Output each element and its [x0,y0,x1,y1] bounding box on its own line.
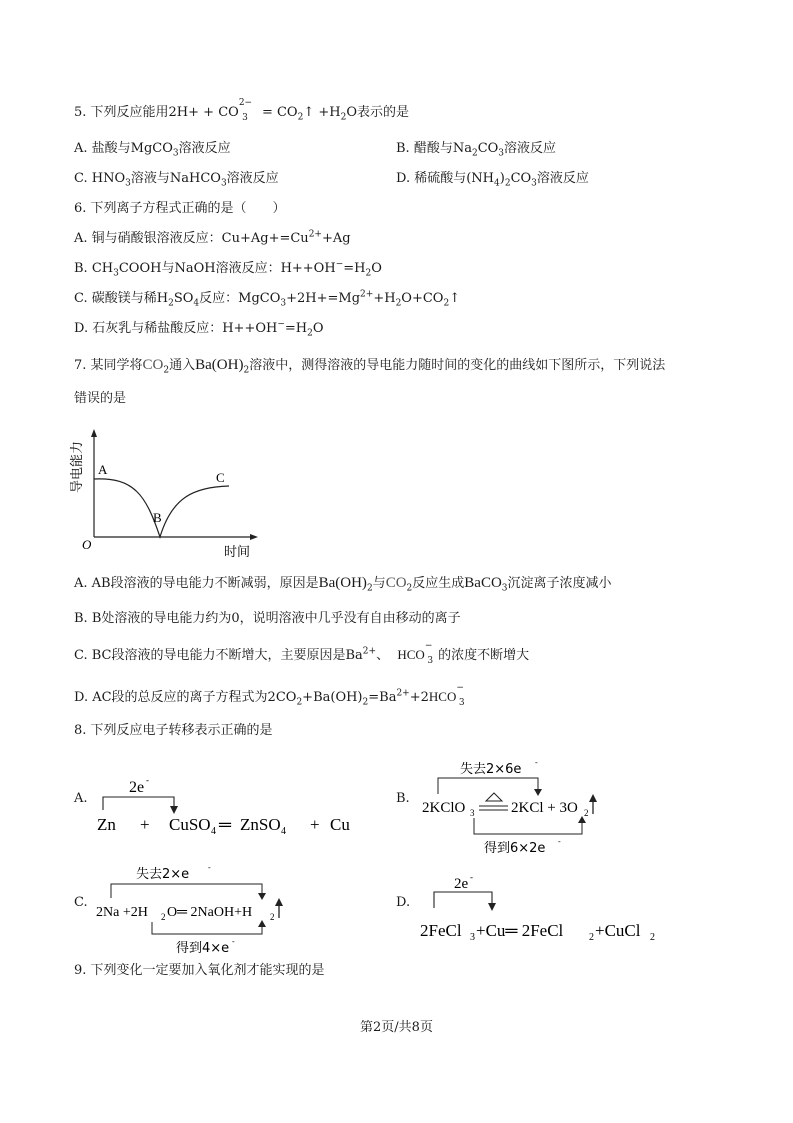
eq-cuso4-sub: 4 [211,826,216,837]
q8-option-a-label: A. [74,791,88,806]
gain-arrow [152,922,262,934]
eq-right: 2KCl + 3O [511,800,578,816]
eq: 2FeCl [420,921,462,940]
x-axis-arrow [250,534,258,540]
q7-option-c: C. BC段溶液的导电能力不断增大，主要原因是$Ba^{2+}$、 $HCO^-_3$ 的浓度不断增大 [74,640,530,666]
q5-option-c: C. $HNO_3$溶液与NaHCO$_3$溶液反应 [74,171,279,189]
q6-option-b: B. $CH_3COOH$与NaOH溶液反应：$H++OH^-=H_2O$ [74,259,382,279]
point-a-label: A [98,462,108,477]
lose-arrow-head [258,893,266,900]
q7-option-d: D. AC段的总反应的离子方程式为$2CO_2+Ba(OH)_2=Ba^{2+}+2HCO^-_3$ [74,682,465,708]
page-footer: 第2页/共8页 [360,1020,433,1035]
eq-equals: ═ [219,815,232,834]
y-axis-arrow [91,429,97,437]
eq-zn: Zn [97,815,116,834]
eq-right-sub: 2 [584,808,589,818]
lose-arrow [438,778,538,794]
conductivity-graph [64,425,264,565]
q6-option-a: A. 铜与硝酸银溶液反应：$Cu+Ag+=Cu^{2+}+Ag$ [74,229,351,246]
gain-label: 得到4×e [176,941,230,956]
electron-label: 2e [454,876,469,892]
q7-stem: 7. 某同学将$CO_2$通入$Ba(OH)_2$溶液中，测得溶液的导电能力随时间的变化的曲线如下图所示，下列说法 [74,357,666,376]
eq-znso4-sub: 4 [281,826,286,837]
eq-plus: + [140,815,150,834]
q5-stem: 5. 下列反应能用$2H+ + CO^{2-}_3$ = $CO_2↑ +H_2O$表示的是 [74,97,409,123]
q8-stem: 8. 下列反应电子转移表示正确的是 [74,723,273,738]
y-axis-label: 导电能力 [70,440,85,493]
electron-arrow [103,797,174,810]
electron-sup: - [146,775,149,785]
gas-arrow-head [589,794,597,802]
eq-sub: 3 [470,932,475,942]
gain-sup: - [558,837,561,846]
eq-mid2: +CuCl [595,921,641,940]
electron-sup: - [470,872,473,882]
q8-option-d-diagram [412,870,672,942]
eq-mid2-sub: 2 [650,932,655,942]
gain-sup: - [232,937,235,946]
eq-left-sub: 3 [470,808,475,818]
q8-option-a-diagram [92,770,372,838]
q8-option-c-label: C. [74,895,88,910]
electron-label: 2e [129,779,145,796]
q6-stem: 6. 下列离子方程式正确的是（ ） [74,201,286,216]
gain-label: 得到6×2e [484,841,546,856]
eq-cu: Cu [330,815,350,834]
q8-option-c-diagram [92,860,292,964]
q8-option-b-diagram [412,756,612,860]
origin-label: O [82,537,92,552]
electron-arrow [434,892,492,908]
eq-plus2: + [310,815,320,834]
eq-left: 2KClO [422,800,466,816]
q9-stem: 9. 下列变化一定要加入氧化剂才能实现的是 [74,963,325,978]
arrow-head [488,903,496,911]
point-c-label: C [216,470,225,485]
arrow-head [170,806,178,814]
eq-mid: +Cu═ 2FeCl [476,921,564,940]
eq-znso4: ZnSO [240,815,281,834]
q6-option-d: D. 石灰乳与稀盐酸反应：$H++OH^-=H_2O$ [74,319,324,339]
lose-label: 失去2×6e [460,762,522,777]
eq-mid-sub: 2 [270,912,275,922]
gain-arrow-head [258,920,266,927]
gas-arrow-head [275,898,283,906]
eq-cuso4: CuSO [169,815,211,834]
lose-label: 失去2×e [136,867,190,882]
eq-sub: 2 [161,912,166,922]
q5-option-d: D. 稀硫酸与$(NH_4)_2CO_3$溶液反应 [396,171,589,189]
x-axis-label: 时间 [224,545,251,560]
q5-option-a: A. 盐酸与MgCO$_3$溶液反应 [74,141,231,159]
conductivity-curve [94,479,229,537]
lose-sup: - [208,863,211,872]
q8-option-b-label: B. [396,791,410,806]
eq: 2Na +2H [96,905,148,920]
q7-option-b: B. B处溶液的导电能力约为0，说明溶液中几乎没有自由移动的离子 [74,611,461,626]
q5-option-b: B. 醋酸与$Na_2CO_3$溶液反应 [396,141,557,159]
eq-mid: O═ 2NaOH+H [167,905,253,920]
q7-option-a: A. AB段溶液的导电能力不断减弱，原因是$Ba(OH)_2$与$CO_2$反应生成BaCO$_3$沉淀离子浓度减小 [74,575,612,594]
q8-option-d-label: D. [396,895,411,910]
q7-stem-cont: 错误的是 [74,391,127,406]
lose-arrow-head [534,789,542,796]
lose-sup: - [535,758,538,767]
eq-mid-sub: 2 [589,932,594,942]
point-b-label: B [153,510,162,525]
gain-arrow [474,818,582,834]
q6-option-c: C. 碳酸镁与稀$H_2SO_4$反应：$MgCO_3+2H+=Mg^{2+}+H_2O+CO_2↑$ [74,289,461,309]
heat-triangle [486,793,502,801]
lose-arrow [111,884,262,898]
